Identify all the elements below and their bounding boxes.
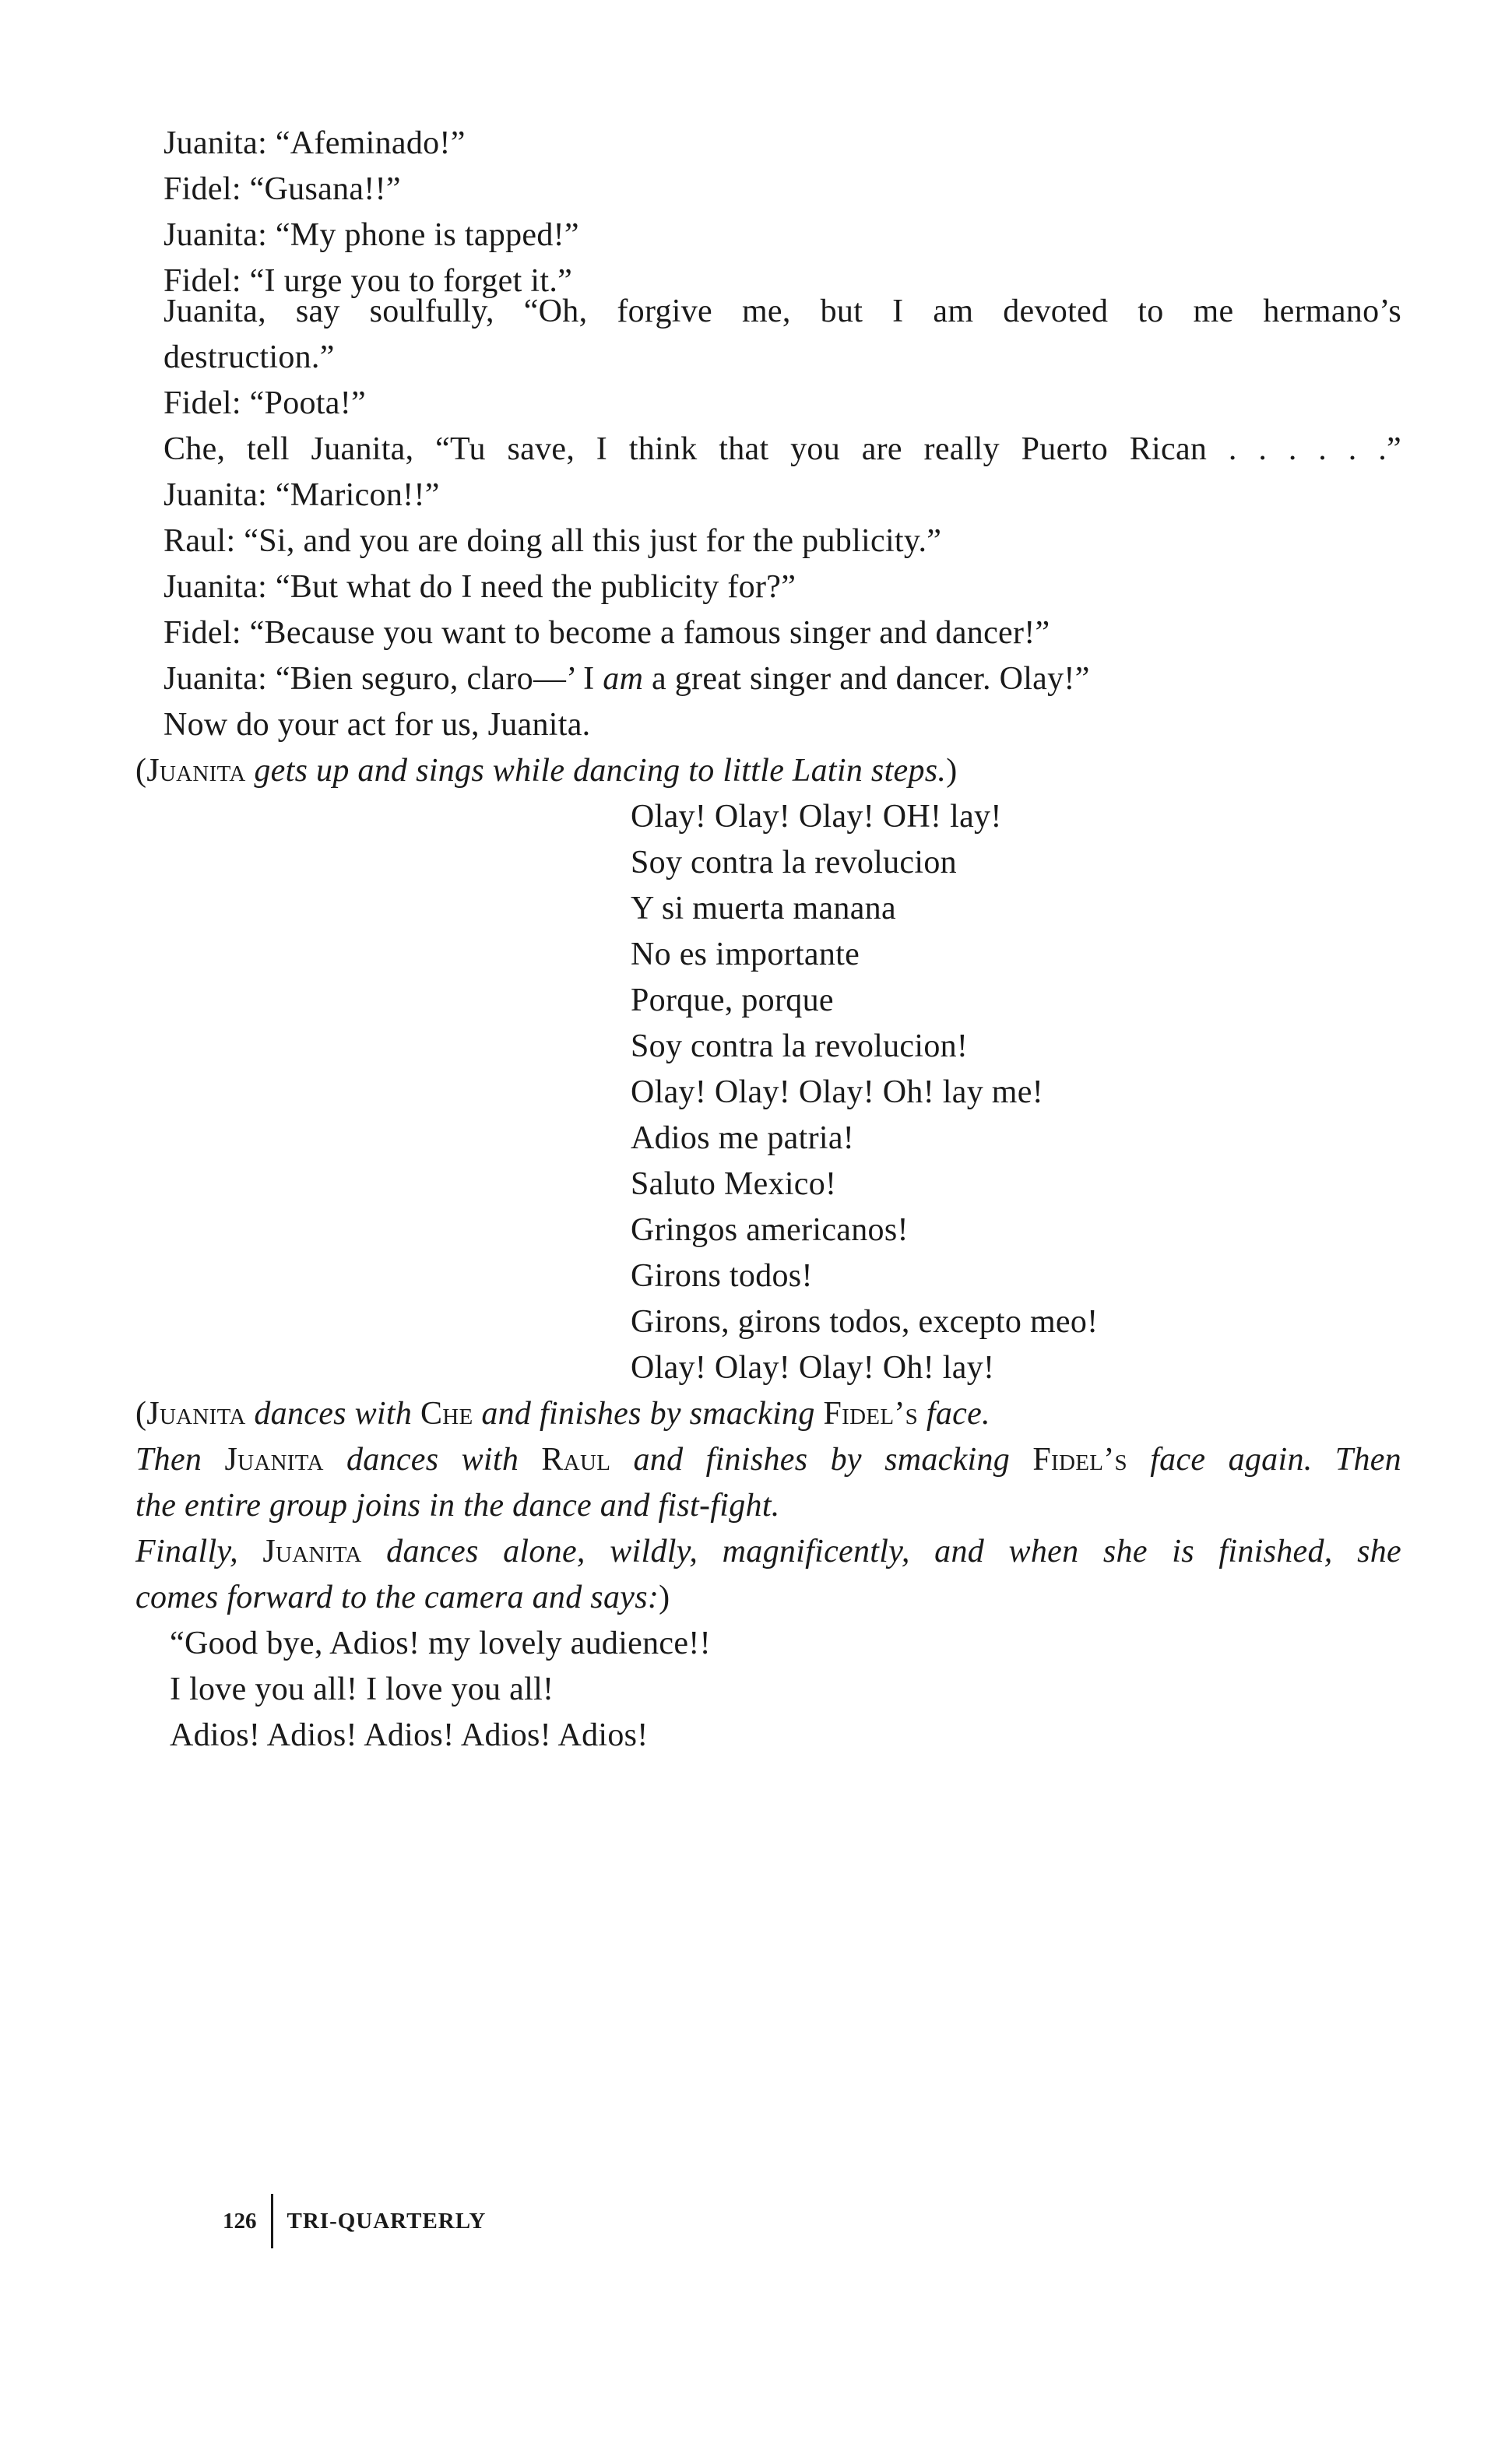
character-name: Juanita (146, 753, 246, 789)
finale-line: “Good bye, Adios! my lovely audience!! (170, 1626, 711, 1661)
character-name: Fidel’s (1032, 1442, 1127, 1478)
song-line: Gringos americanos! (631, 1212, 909, 1248)
finale-line: I love you all! I love you all! (170, 1671, 554, 1707)
page-footer (223, 2194, 486, 2248)
finale-line: Adios! Adios! Adios! Adios! Adios! (170, 1717, 649, 1753)
stage-direction: comes forward to the camera and says:) (135, 1580, 670, 1615)
page-number: 126 (223, 2208, 257, 2234)
stage-direction: (Juanita gets up and sings while dancing to little Latin steps.) (135, 753, 958, 789)
character-name: Juanita (146, 1396, 246, 1432)
dialogue-line: Fidel: “I urge you to forget it.” (164, 263, 573, 299)
character-name: Fidel’s (823, 1396, 919, 1432)
song-line: Soy contra la revolucion (631, 845, 957, 881)
journal-title: TRI-QUARTERLY (287, 2208, 487, 2234)
dialogue-line: Raul: “Si, and you are doing all this just for the publicity.” (164, 523, 942, 559)
dialogue-line: Fidel: “Poota!” (164, 385, 366, 421)
dialogue-line: Che, tell Juanita, “Tu save, I think that you are really Puerto Rican . . . . . .” (164, 431, 1401, 467)
character-name: Raul (541, 1442, 611, 1478)
dialogue-line: Juanita: “Maricon!!” (164, 477, 440, 513)
character-name: Juanita (224, 1442, 324, 1478)
song-line: Olay! Olay! Olay! Oh! lay me! (631, 1074, 1044, 1110)
dialogue-line: Fidel: “Because you want to become a famous singer and dancer!” (164, 615, 1050, 651)
dialogue-line: Juanita, say soulfully, “Oh, forgive me, but I am devoted to me hermano’s (164, 294, 1401, 329)
dialogue-line: Juanita: “But what do I need the publicity for?” (164, 569, 796, 605)
song-line: No es importante (631, 937, 860, 972)
stage-direction: (Juanita dances with Che and finishes by smacking Fidel’s face. (135, 1396, 990, 1432)
song-line: Girons, girons todos, excepto meo! (631, 1304, 1099, 1340)
dialogue-line: Juanita: “Afeminado!” (164, 125, 466, 161)
emphasis-word: am (603, 661, 644, 697)
character-name: Che (420, 1396, 473, 1432)
song-line: Saluto Mexico! (631, 1166, 837, 1202)
stage-direction: Then Juanita dances with Raul and finishes by smacking Fidel’s face again. Then (135, 1442, 1401, 1478)
dialogue-line: Now do your act for us, Juanita. (164, 707, 591, 743)
song-line: Porque, porque (631, 982, 834, 1018)
stage-direction: the entire group joins in the dance and fist-fight. (135, 1488, 780, 1524)
character-name: Juanita (262, 1534, 362, 1569)
song-line: Girons todos! (631, 1258, 813, 1294)
song-line: Olay! Olay! Olay! OH! lay! (631, 799, 1002, 835)
song-line: Adios me patria! (631, 1120, 855, 1156)
song-line: Y si muerta manana (631, 891, 896, 926)
song-line: Soy contra la revolucion! (631, 1028, 969, 1064)
dialogue-line: Juanita: “Bien seguro, claro—’ I am a great singer and dancer. Olay!” (164, 661, 1090, 697)
song-line: Olay! Olay! Olay! Oh! lay! (631, 1350, 995, 1386)
dialogue-line: destruction.” (164, 339, 335, 375)
stage-direction: Finally, Juanita dances alone, wildly, magnificently, and when she is finished, she (135, 1534, 1401, 1569)
dialogue-line: Fidel: “Gusana!!” (164, 171, 401, 207)
dialogue-line: Juanita: “My phone is tapped!” (164, 217, 579, 253)
